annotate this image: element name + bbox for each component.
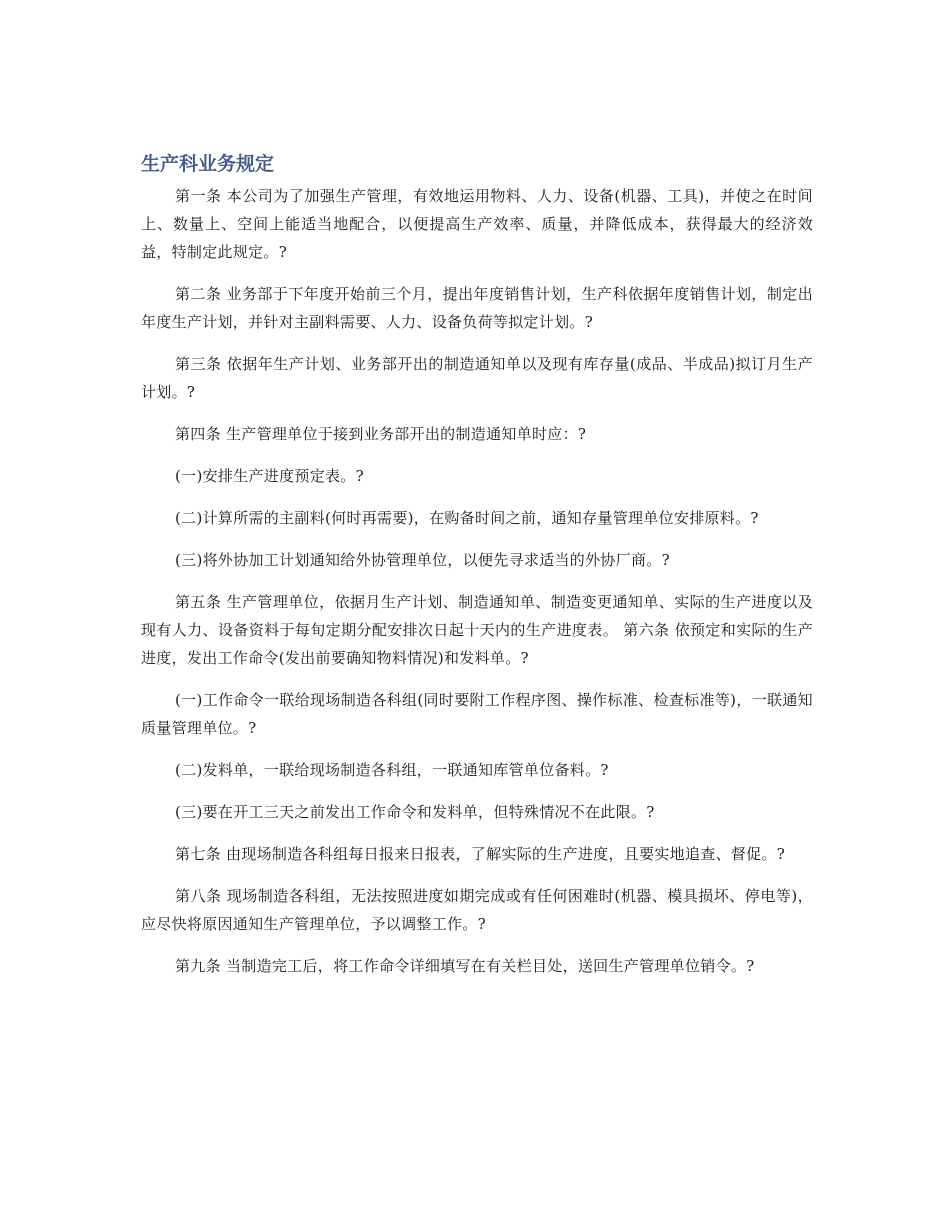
article-4-item-2: (二)计算所需的主副料(何时再需要)，在购备时间之前，通知存量管理单位安排原料。? xyxy=(175,509,759,527)
article-3: 第三条 依据年生产计划、业务部开出的制造通知单以及现有库存量(成品、半成品)拟订月生产计划。? xyxy=(141,355,813,401)
document-page xyxy=(141,150,813,994)
article-9: 第九条 当制造完工后，将工作命令详细填写在有关栏目处，送回生产管理单位销令。? xyxy=(175,957,755,975)
article-7: 第七条 由现场制造各科组每日报来日报表，了解实际的生产进度，且要实地追查、督促。? xyxy=(175,845,786,863)
article-4-item-3: (三)将外协加工计划通知给外协管理单位，以便先寻求适当的外协厂商。? xyxy=(175,551,670,569)
article-4: 第四条 生产管理单位于接到业务部开出的制造通知单时应：? xyxy=(175,425,587,443)
article-2: 第二条 业务部于下年度开始前三个月，提出年度销售计划，生产科依据年度销售计划，制定出年度生产计划，并针对主副料需要、人力、设备负荷等拟定计划。? xyxy=(141,285,813,331)
article-1: 第一条 本公司为了加强生产管理，有效地运用物料、人力、设备(机器、工具)，并使之在时间上、数量上、空间上能适当地配合，以便提高生产效率、质量，并降低成本，获得最大的经济效益，特制定此规定。? xyxy=(141,187,813,261)
article-6-item-1: (一)工作命令一联给现场制造各科组(同时要附工作程序图、操作标准、检查标准等)，一联通知质量管理单位。? xyxy=(141,691,813,737)
document-title: 生产科业务规定 xyxy=(141,153,275,175)
article-4-item-1: (一)安排生产进度预定表。? xyxy=(175,467,364,485)
article-6-item-2: (二)发料单，一联给现场制造各科组，一联通知库管单位备料。? xyxy=(175,761,609,779)
article-6-item-3: (三)要在开工三天之前发出工作命令和发料单，但特殊情况不在此限。? xyxy=(175,803,655,821)
article-5-6: 第五条 生产管理单位，依据月生产计划、制造通知单、制造变更通知单、实际的生产进度以及现有人力、设备资料于每旬定期分配安排次日起十天内的生产进度表。 第六条 依预定和实际的生产进度，发出工作命令(发出前要确知物料情况)和发料单。? xyxy=(141,593,813,667)
article-8: 第八条 现场制造各科组，无法按照进度如期完成或有任何困难时(机器、模具损坏、停电等)，应尽快将原因通知生产管理单位，予以调整工作。? xyxy=(141,887,813,933)
